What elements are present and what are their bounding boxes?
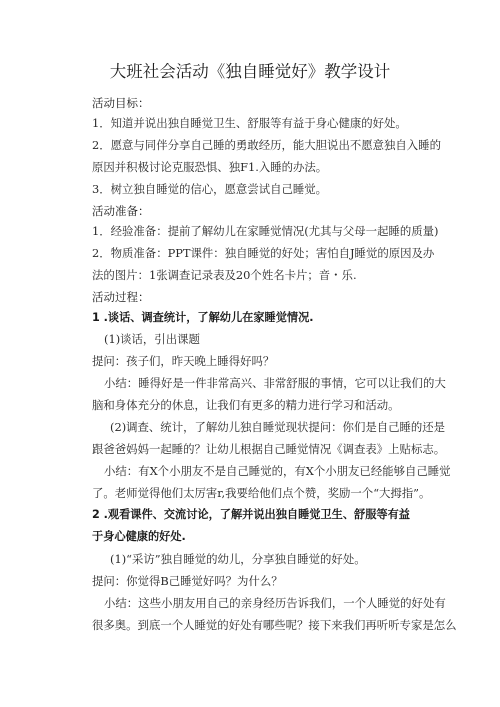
paragraph-line: 3．树立独自睡觉的信心，愿意尝试自己睡觉。 bbox=[92, 182, 328, 196]
paragraph-line: 1．知道并说出独自睡觉卫生、舒服等有益于身心健康的好处。 bbox=[92, 116, 407, 130]
paragraph-line: 小结：这些小朋友用自己的亲身经历告诉我们，一个人睡觉的好处有 bbox=[104, 596, 446, 610]
paragraph-line: 原因并积极讨论克服恐惧、独F1.入睡的办法。 bbox=[92, 160, 328, 174]
section-heading-process: 活动过程： bbox=[92, 290, 150, 304]
paragraph-line: (2)调查、统计，了解幼儿独自睡觉现状提问：你们是自己睡的还是 bbox=[110, 420, 446, 434]
paragraph-line: (1)谈话，引出课题 bbox=[104, 332, 200, 346]
paragraph-line: 跟爸爸妈妈一起睡的？让幼儿根据自己睡觉情况《调查表》上贴标志。 bbox=[92, 442, 446, 456]
paragraph-line: 提问：孩子们，昨天晚上睡得好吗？ bbox=[92, 354, 275, 368]
paragraph-line: 很多奥。到底一个人睡觉的好处有哪些呢？接下来我们再听听专家是怎么 bbox=[92, 618, 457, 632]
paragraph-line: 小结：有X个小朋友不是自己睡觉的，有X个小朋友已经能够自己睡觉 bbox=[104, 464, 451, 478]
step-heading-1: 1 .谈话、调查统计，了解幼儿在家睡觉情况. bbox=[92, 311, 314, 324]
step-heading-2-cont: 于身心健康的好处. bbox=[92, 530, 186, 543]
paragraph-line: 了。老师觉得他们太厉害r,我要给他们点个赞，奖励一个“大拇指”。 bbox=[92, 486, 431, 500]
paragraph-line: 2．愿意与同伴分享自己睡的勇敢经历，能大胆说出不愿意独自入睡的 bbox=[92, 138, 441, 152]
step-heading-2: 2 .观看课件、交流讨论，了解并说出独自睡觉卫生、舒服等有益 bbox=[92, 508, 410, 521]
paragraph-line: 1．经验准备：提前了解幼儿在家睡觉情况(尤其与父母一起睡的质量) bbox=[92, 224, 439, 238]
paragraph-line: 小结：睡得好是一件非常高兴、非常舒服的事情，它可以让我们的大 bbox=[104, 376, 446, 390]
paragraph-line: (1)“采访”独自睡觉的幼儿，分享独自睡觉的好处。 bbox=[110, 552, 366, 566]
section-heading-objectives: 活动目标： bbox=[92, 96, 150, 110]
paragraph-line: 提问：你觉得B己睡觉好吗？为什么？ bbox=[92, 574, 283, 588]
document-title: 大班社会活动《独自睡觉好》教学设计 bbox=[109, 62, 391, 81]
paragraph-line: 脑和身体充分的休息，让我们有更多的精力进行学习和活动。 bbox=[92, 398, 400, 412]
paragraph-line: 2．物质准备：PPT课件：独自睡觉的好处；害怕自J睡觉的原因及办 bbox=[92, 246, 435, 260]
section-heading-preparation: 活动准备： bbox=[92, 204, 150, 218]
paragraph-line: 法的图片：1张调查记录表及20个姓名卡片；音・乐. bbox=[92, 268, 357, 282]
